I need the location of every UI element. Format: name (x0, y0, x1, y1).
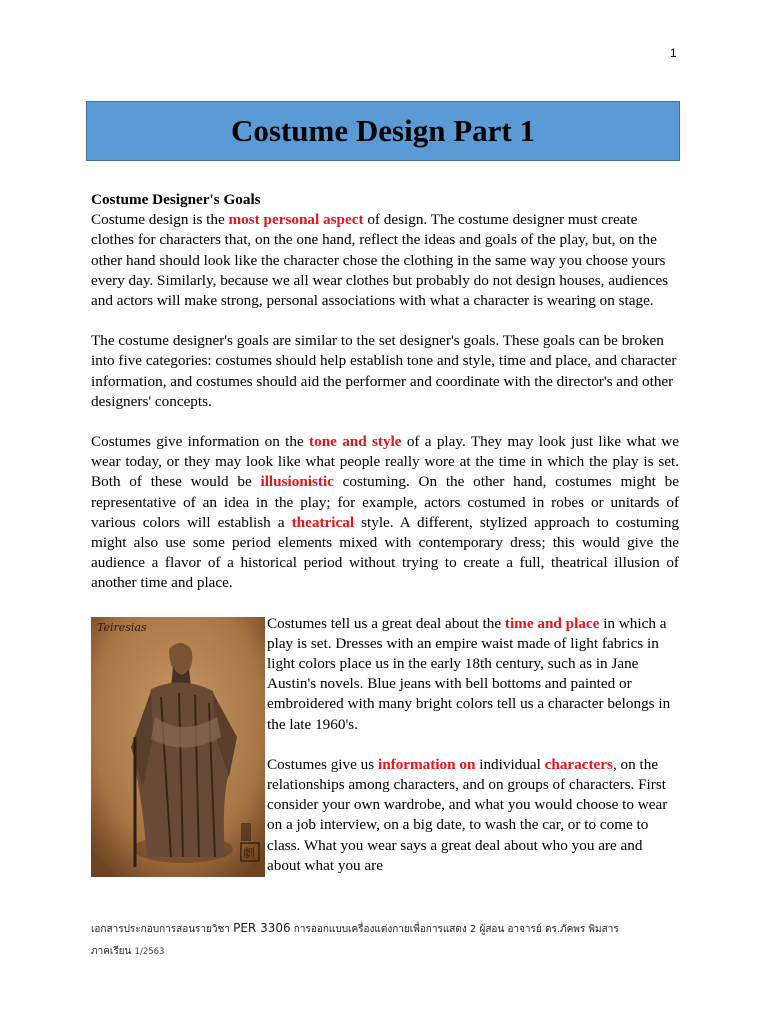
text-run: in which a play is set. Dresses with an empire waist made of light fabrics in light colors place us in the early 18th century, such as in Jane Austin's novels. Blue jeans with bell bottoms and painted or embroidered with many bright colors tell us a character belongs in the late 1960's. (267, 614, 671, 733)
footer-text: ภาคเรียน (91, 946, 135, 957)
highlight-theatrical: theatrical (291, 513, 355, 531)
text-run: Costumes give us (267, 755, 378, 773)
highlight-information-on: information on (377, 755, 476, 773)
costume-illustration (91, 617, 265, 877)
title-banner (86, 101, 680, 161)
text-run: style. A different, stylized approach to costuming might also use some period elements mixed with contemporary dress; this would give the audience a flavor of a historical period without trying to create a full, theatrical illusion of another time and place. (91, 513, 679, 592)
highlight-time-and-place: time and place (504, 614, 600, 632)
page-footer (91, 917, 691, 963)
text-run: Costumes tell us a great deal about the (267, 614, 505, 632)
figure-seal: 劇 (243, 845, 256, 860)
page-number: 1 (670, 46, 677, 60)
text-run: Costumes give information on the (91, 433, 310, 451)
paragraph-1 (91, 210, 679, 311)
text-run: Costume design is the (91, 211, 229, 229)
page-title: Costume Design Part 1 (231, 113, 535, 148)
highlight-most-personal-aspect: most personal aspect (228, 211, 364, 229)
document-body (91, 190, 679, 878)
side-text (267, 614, 679, 896)
highlight-characters: characters (544, 755, 613, 773)
figure-caption: Teiresias (97, 620, 147, 634)
paragraph-4 (267, 614, 679, 735)
course-code: PER 3306 (233, 921, 291, 935)
section-heading: Costume Designer's Goals (91, 191, 261, 208)
text-run: , on the relationships among characters, and on groups of characters. First consider your own wardrobe, and what you would choose to wear on a job interview, on a big date, to wash the car, or to come to class. What you wear says a great deal about who you are and about what you are (267, 755, 668, 874)
figure-row (91, 614, 679, 878)
term-label: 1/2563 (134, 947, 165, 957)
highlight-illusionistic: illusionistic (260, 473, 334, 491)
highlight-tone-and-style: tone and style (309, 433, 402, 451)
footer-text: เอกสารประกอบการสอนรายวิชา (91, 924, 234, 935)
paragraph-2: The costume designer's goals are similar to the set designer's goals. These goals can be broken into five categories: costumes should help establish tone and style, time and place, and character information, and costumes should aid the performer and coordinate with the director's and other designers' concepts. (91, 332, 677, 410)
footer-text: การออกแบบเครื่องแต่งกายเพื่อการแสดง 2 ผู้สอน อาจารย์ ดร.ภัคพร พิมสาร (290, 924, 619, 935)
text-run: of a play. They may look just like what we wear today, or they may look like what people really wore at the time in which the play is set. Both of these would be (91, 433, 679, 491)
paragraph-5 (267, 755, 679, 876)
footer-line-2 (91, 941, 691, 963)
paragraph-3 (91, 432, 679, 594)
text-run: of design. The costume designer must create clothes for characters that, on the one hand, reflect the ideas and goals of the play, but, on the other hand should look like the character chose the clothing in the same way you choose yours every day. Similarly, because we all wear clothes but probably do not design houses, audiences and actors will make strong, personal associations with what a character is wearing on stage. (91, 211, 669, 310)
text-run: costuming. On the other hand, costumes might be representative of an idea in the play; for example, actors costumed in robes or unitards of various colors will establish a (91, 473, 679, 531)
footer-line-1 (91, 917, 691, 941)
text-run: individual (475, 755, 545, 773)
